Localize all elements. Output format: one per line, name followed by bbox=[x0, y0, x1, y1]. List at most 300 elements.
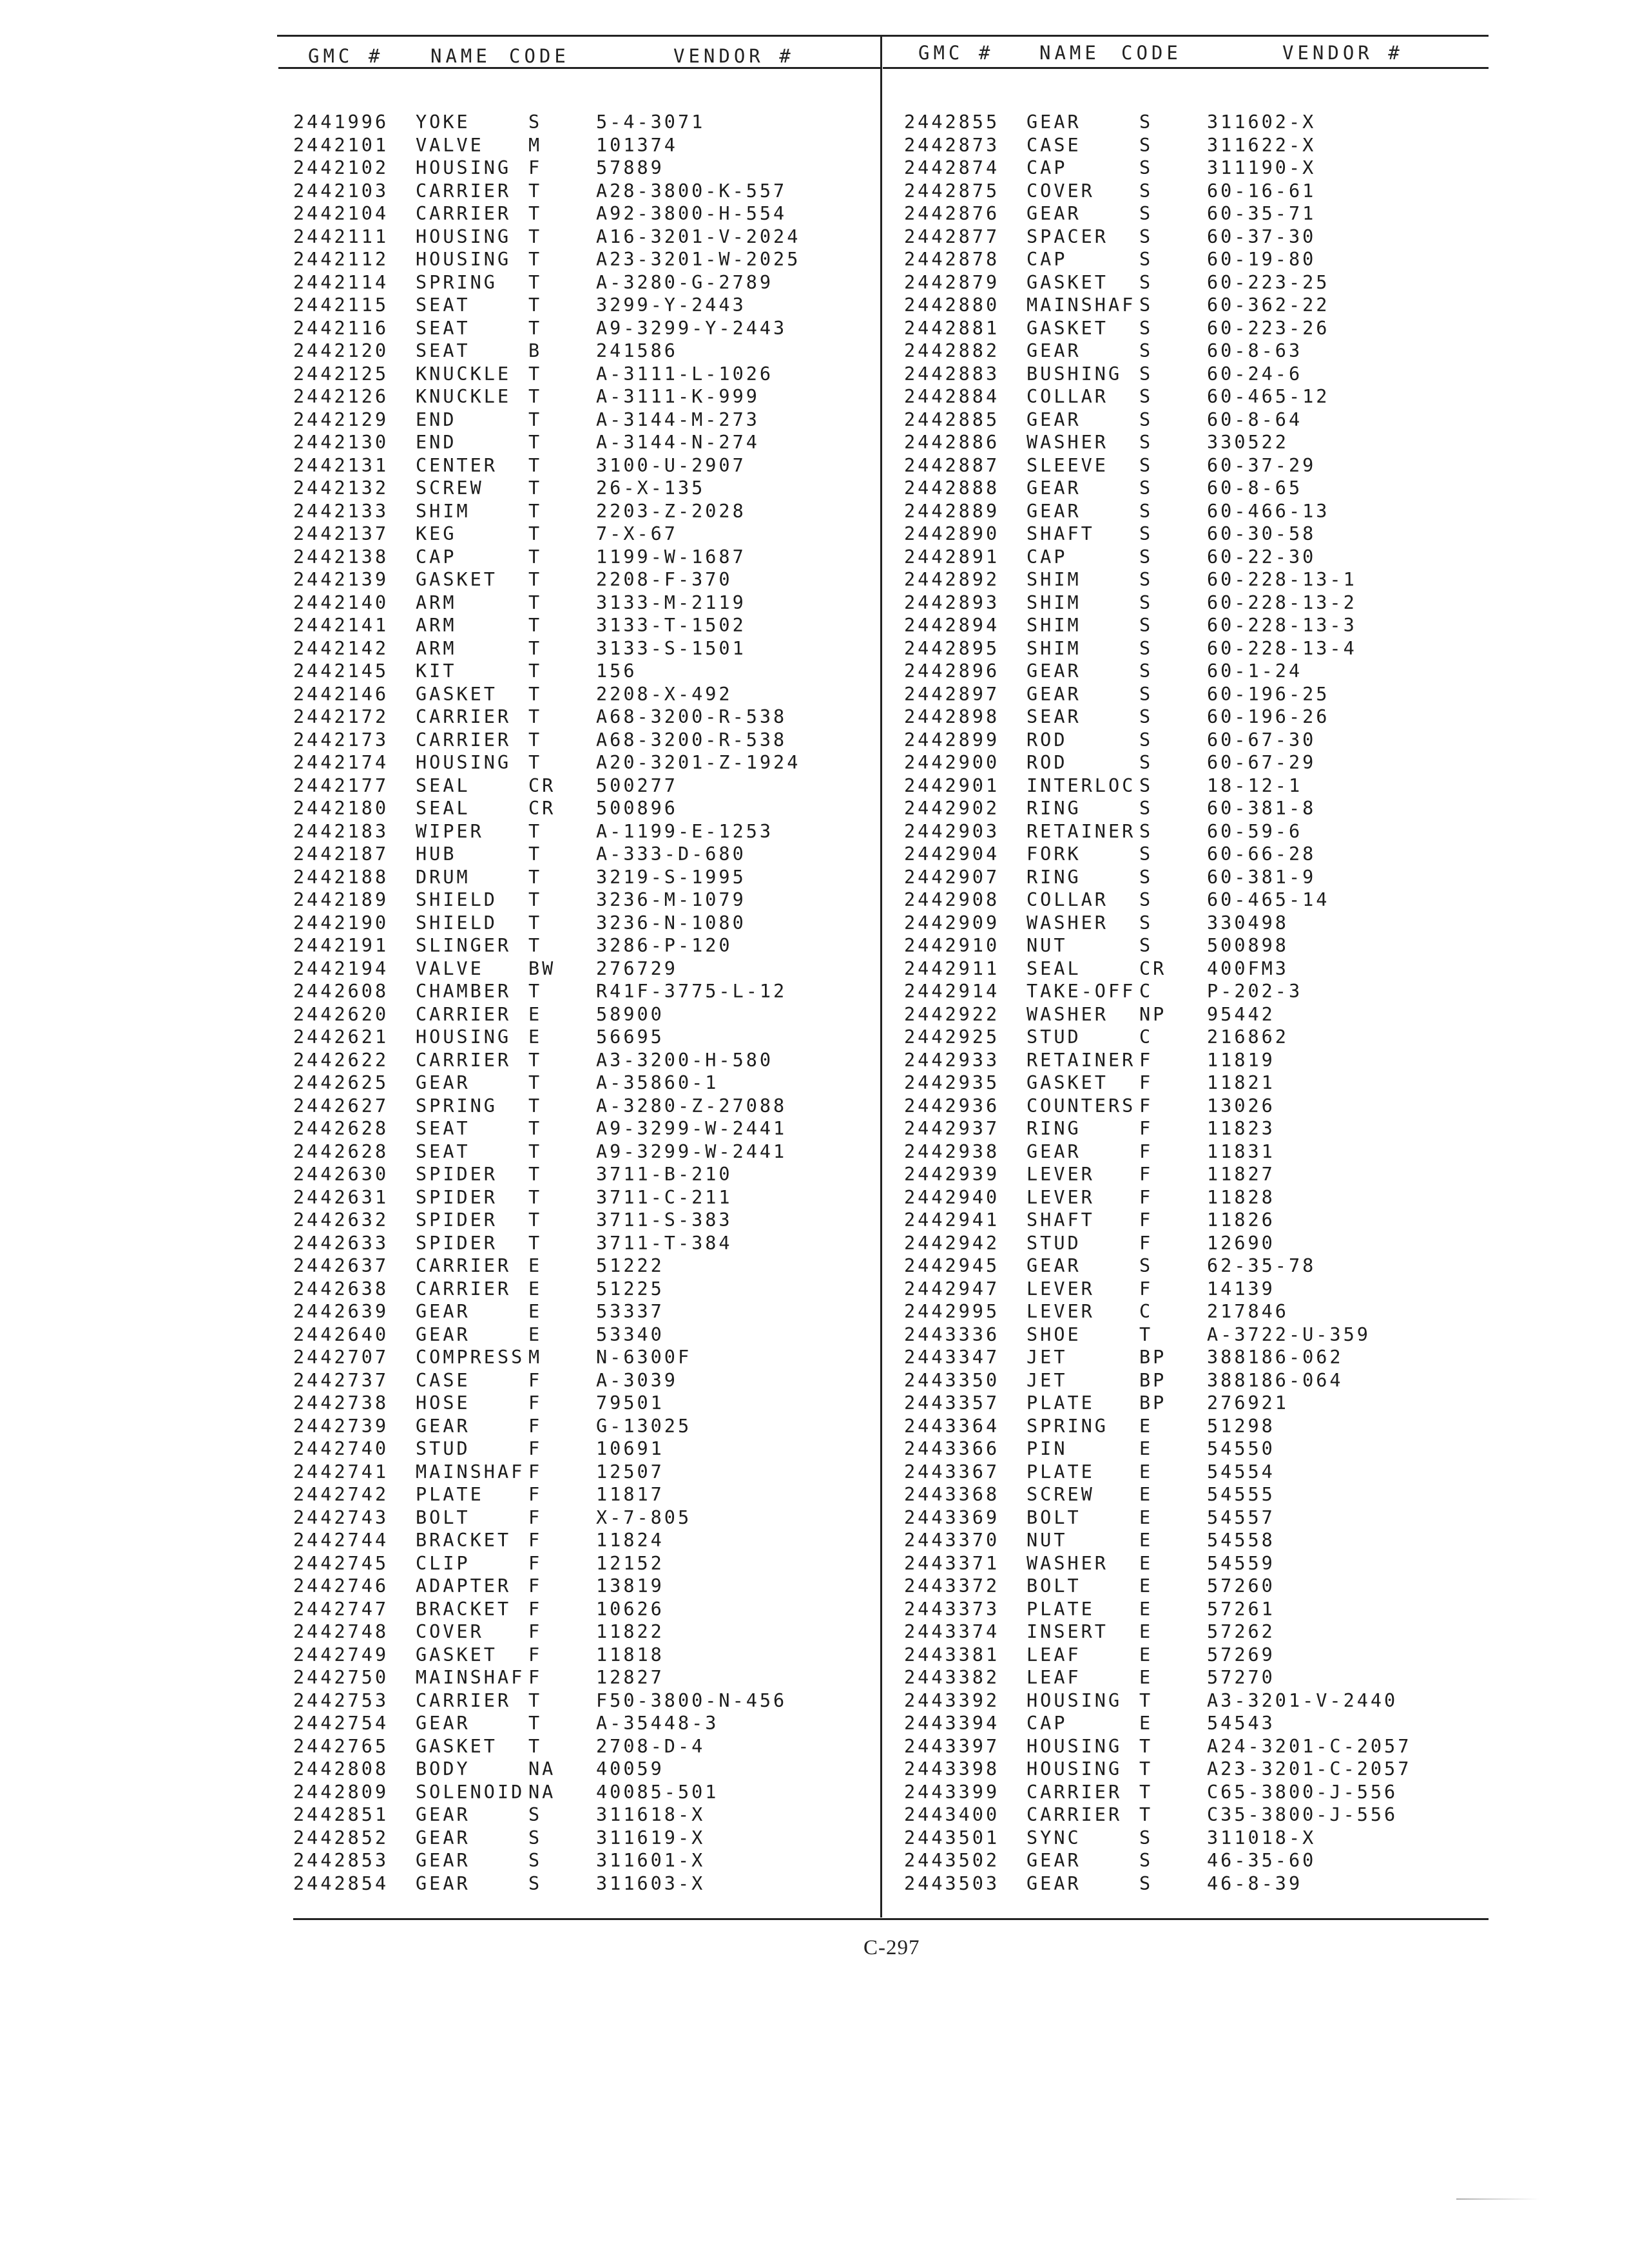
gmc-number: 2443502 bbox=[904, 1850, 1000, 1871]
vendor-number: 500898 bbox=[1207, 935, 1289, 956]
gmc-number: 2442189 bbox=[293, 889, 389, 910]
vendor-code: S bbox=[1139, 180, 1153, 202]
vendor-code: F bbox=[1139, 1232, 1153, 1254]
gmc-number: 2442130 bbox=[293, 432, 389, 453]
vendor-number: 330522 bbox=[1207, 432, 1289, 453]
vendor-code: T bbox=[528, 1713, 543, 1734]
vendor-number: 3711-T-384 bbox=[596, 1232, 733, 1254]
vendor-code: S bbox=[1139, 523, 1153, 544]
part-name: KNUCKLE bbox=[416, 363, 512, 385]
gmc-number: 2443397 bbox=[904, 1735, 1000, 1757]
gmc-number: 2442935 bbox=[904, 1072, 1000, 1093]
vendor-number: 40085-501 bbox=[596, 1781, 719, 1803]
vendor-number: 3711-S-383 bbox=[596, 1209, 733, 1231]
gmc-number: 2442743 bbox=[293, 1506, 389, 1528]
gmc-number: 2442898 bbox=[904, 706, 1000, 727]
vendor-number: 11824 bbox=[596, 1530, 664, 1551]
part-name: SHIM bbox=[1027, 569, 1081, 590]
gmc-number: 2442622 bbox=[293, 1049, 389, 1071]
gmc-number: 2442901 bbox=[904, 774, 1000, 796]
part-name: GASKET bbox=[1027, 1072, 1108, 1093]
part-name: BUSHING bbox=[1027, 363, 1123, 385]
vendor-code: S bbox=[528, 111, 543, 133]
vendor-code: T bbox=[528, 683, 543, 705]
part-name: GEAR bbox=[416, 1872, 470, 1894]
gmc-number: 2442747 bbox=[293, 1598, 389, 1620]
part-name: WASHER bbox=[1027, 912, 1108, 934]
vendor-code: E bbox=[1139, 1621, 1153, 1642]
gmc-number: 2442947 bbox=[904, 1278, 1000, 1300]
gmc-number: 2442900 bbox=[904, 752, 1000, 773]
gmc-number: 2442191 bbox=[293, 935, 389, 956]
part-name: VALVE bbox=[416, 134, 484, 156]
vendor-code: E bbox=[1139, 1484, 1153, 1505]
gmc-number: 2442620 bbox=[293, 1003, 389, 1025]
vendor-code: F bbox=[528, 1598, 543, 1620]
vendor-number: 57269 bbox=[1207, 1644, 1275, 1666]
vendor-code: S bbox=[1139, 1827, 1153, 1849]
gmc-number: 2442945 bbox=[904, 1255, 1000, 1276]
vendor-code: S bbox=[1139, 615, 1153, 636]
vendor-code: S bbox=[1139, 774, 1153, 796]
vendor-code: T bbox=[528, 1186, 543, 1208]
part-name: GEAR bbox=[1027, 477, 1081, 499]
vendor-number: 54559 bbox=[1207, 1552, 1275, 1574]
part-name: RING bbox=[1027, 866, 1081, 888]
vendor-code: T bbox=[528, 637, 543, 659]
gmc-number: 2442638 bbox=[293, 1278, 389, 1300]
vendor-code: S bbox=[1139, 912, 1153, 934]
vendor-number: 58900 bbox=[596, 1003, 664, 1025]
gmc-number: 2442904 bbox=[904, 843, 1000, 865]
part-name: RING bbox=[1027, 1118, 1081, 1139]
vendor-number: 217846 bbox=[1207, 1301, 1289, 1322]
vendor-code: F bbox=[528, 1621, 543, 1642]
vendor-number: R41F-3775-L-12 bbox=[596, 981, 787, 1002]
part-name: HOSE bbox=[416, 1392, 470, 1414]
vendor-number: 40059 bbox=[596, 1758, 664, 1780]
vendor-code: M bbox=[528, 1347, 543, 1368]
part-name: SEAL bbox=[1027, 957, 1081, 979]
vendor-code: S bbox=[1139, 203, 1153, 224]
vendor-number: A68-3200-R-538 bbox=[596, 706, 787, 727]
scan-artifact bbox=[1456, 2198, 1540, 2200]
gmc-number: 2442141 bbox=[293, 615, 389, 636]
vendor-number: 60-19-80 bbox=[1207, 249, 1316, 270]
gmc-number: 2442903 bbox=[904, 820, 1000, 842]
vendor-number: 311622-X bbox=[1207, 134, 1316, 156]
vendor-number: 11817 bbox=[596, 1484, 664, 1505]
vendor-number: 60-362-22 bbox=[1207, 294, 1330, 316]
part-name: BOLT bbox=[416, 1506, 470, 1528]
part-name: PLATE bbox=[1027, 1598, 1095, 1620]
gmc-number: 2442190 bbox=[293, 912, 389, 934]
vendor-code: E bbox=[528, 1323, 543, 1345]
gmc-number: 2442897 bbox=[904, 683, 1000, 705]
gmc-number: 2442936 bbox=[904, 1095, 1000, 1117]
vendor-code: NA bbox=[528, 1781, 556, 1803]
part-name: GEAR bbox=[1027, 1255, 1081, 1276]
gmc-number: 2442745 bbox=[293, 1552, 389, 1574]
part-name: GASKET bbox=[416, 569, 497, 590]
bottom-rule bbox=[293, 1918, 1489, 1920]
part-name: ARM bbox=[416, 615, 457, 636]
part-name: CASE bbox=[416, 1369, 470, 1391]
gmc-number: 2441996 bbox=[293, 111, 389, 133]
vendor-number: 18-12-1 bbox=[1207, 774, 1303, 796]
vendor-code: T bbox=[528, 569, 543, 590]
vendor-number: 11821 bbox=[1207, 1072, 1275, 1093]
part-name: INTERLOC bbox=[1027, 774, 1136, 796]
gmc-number: 2442889 bbox=[904, 500, 1000, 522]
part-name: SHOE bbox=[1027, 1323, 1081, 1345]
vendor-number: A-35448-3 bbox=[596, 1713, 719, 1734]
part-name: GEAR bbox=[416, 1827, 470, 1849]
vendor-number: 54555 bbox=[1207, 1484, 1275, 1505]
gmc-number: 2442881 bbox=[904, 317, 1000, 339]
vendor-number: 51298 bbox=[1207, 1415, 1275, 1437]
part-name: SPRING bbox=[416, 1095, 497, 1117]
vendor-number: 311018-X bbox=[1207, 1827, 1316, 1849]
vendor-code: S bbox=[1139, 752, 1153, 773]
part-name: WASHER bbox=[1027, 1003, 1108, 1025]
vendor-code: F bbox=[528, 1667, 543, 1688]
vendor-code: F bbox=[1139, 1118, 1153, 1139]
vendor-number: 60-59-6 bbox=[1207, 820, 1303, 842]
header-vendor: VENDOR # bbox=[673, 45, 795, 67]
part-name: KEG bbox=[416, 523, 457, 544]
gmc-number: 2442187 bbox=[293, 843, 389, 865]
gmc-number: 2442853 bbox=[293, 1850, 389, 1871]
vendor-number: A3-3200-H-580 bbox=[596, 1049, 774, 1071]
gmc-number: 2442102 bbox=[293, 157, 389, 178]
gmc-number: 2442138 bbox=[293, 546, 389, 568]
gmc-number: 2442738 bbox=[293, 1392, 389, 1414]
part-name: ARM bbox=[416, 591, 457, 613]
part-name: SEAT bbox=[416, 1140, 470, 1162]
vendor-number: 57889 bbox=[596, 157, 664, 178]
gmc-number: 2442879 bbox=[904, 271, 1000, 293]
vendor-number: 60-228-13-3 bbox=[1207, 615, 1357, 636]
vendor-number: 5-4-3071 bbox=[596, 111, 706, 133]
vendor-code: T bbox=[528, 294, 543, 316]
gmc-number: 2442621 bbox=[293, 1026, 389, 1048]
part-name: GEAR bbox=[416, 1713, 470, 1734]
vendor-code: S bbox=[1139, 111, 1153, 133]
vendor-number: 2203-Z-2028 bbox=[596, 500, 746, 522]
gmc-number: 2442884 bbox=[904, 386, 1000, 407]
gmc-number: 2442874 bbox=[904, 157, 1000, 178]
vendor-number: A-333-D-680 bbox=[596, 843, 746, 865]
part-name: CAP bbox=[416, 546, 457, 568]
gmc-number: 2442753 bbox=[293, 1689, 389, 1711]
vendor-number: 156 bbox=[596, 660, 637, 682]
gmc-number: 2443367 bbox=[904, 1461, 1000, 1483]
vendor-code: C bbox=[1139, 981, 1153, 1002]
gmc-number: 2442194 bbox=[293, 957, 389, 979]
part-name: GEAR bbox=[1027, 660, 1081, 682]
vendor-code: T bbox=[528, 1049, 543, 1071]
vendor-code: S bbox=[1139, 271, 1153, 293]
vendor-code: E bbox=[528, 1301, 543, 1322]
vendor-number: 60-465-14 bbox=[1207, 889, 1330, 910]
vendor-number: 311603-X bbox=[596, 1872, 706, 1894]
gmc-number: 2442132 bbox=[293, 477, 389, 499]
part-name: COVER bbox=[416, 1621, 484, 1642]
vendor-code: F bbox=[528, 1484, 543, 1505]
vendor-number: 60-228-13-2 bbox=[1207, 591, 1357, 613]
vendor-number: 7-X-67 bbox=[596, 523, 678, 544]
vendor-code: F bbox=[1139, 1209, 1153, 1231]
part-name: GEAR bbox=[416, 1804, 470, 1825]
vendor-code: T bbox=[528, 981, 543, 1002]
part-name: BRACKET bbox=[416, 1530, 512, 1551]
gmc-number: 2442942 bbox=[904, 1232, 1000, 1254]
gmc-number: 2443374 bbox=[904, 1621, 1000, 1642]
vendor-number: 57261 bbox=[1207, 1598, 1275, 1620]
vendor-code: T bbox=[528, 729, 543, 751]
gmc-number: 2442896 bbox=[904, 660, 1000, 682]
gmc-number: 2442878 bbox=[904, 249, 1000, 270]
vendor-code: T bbox=[528, 203, 543, 224]
vendor-number: A92-3800-H-554 bbox=[596, 203, 787, 224]
gmc-number: 2442908 bbox=[904, 889, 1000, 910]
vendor-number: 11828 bbox=[1207, 1186, 1275, 1208]
part-name: HOUSING bbox=[1027, 1689, 1123, 1711]
vendor-code: S bbox=[528, 1872, 543, 1894]
vendor-number: 54558 bbox=[1207, 1530, 1275, 1551]
gmc-number: 2442925 bbox=[904, 1026, 1000, 1048]
vendor-code: T bbox=[528, 591, 543, 613]
part-name: WASHER bbox=[1027, 1552, 1108, 1574]
gmc-number: 2442854 bbox=[293, 1872, 389, 1894]
vendor-code: E bbox=[528, 1278, 543, 1300]
part-name: GEAR bbox=[416, 1323, 470, 1345]
part-name: SHIELD bbox=[416, 889, 497, 910]
vendor-code: S bbox=[1139, 294, 1153, 316]
gmc-number: 2442744 bbox=[293, 1530, 389, 1551]
part-name: SPIDER bbox=[416, 1232, 497, 1254]
vendor-code: F bbox=[1139, 1140, 1153, 1162]
vendor-code: S bbox=[1139, 637, 1153, 659]
vendor-code: E bbox=[1139, 1438, 1153, 1459]
gmc-number: 2442741 bbox=[293, 1461, 389, 1483]
gmc-number: 2442114 bbox=[293, 271, 389, 293]
gmc-number: 2443357 bbox=[904, 1392, 1000, 1414]
gmc-number: 2442875 bbox=[904, 180, 1000, 202]
gmc-number: 2442116 bbox=[293, 317, 389, 339]
part-name: SHIM bbox=[1027, 637, 1081, 659]
part-name: GEAR bbox=[1027, 203, 1081, 224]
vendor-code: CR bbox=[1139, 957, 1167, 979]
gmc-number: 2442188 bbox=[293, 866, 389, 888]
vendor-number: 3711-C-211 bbox=[596, 1186, 733, 1208]
vendor-code: T bbox=[528, 706, 543, 727]
vendor-number: 3133-S-1501 bbox=[596, 637, 746, 659]
part-name: RETAINER bbox=[1027, 1049, 1136, 1071]
gmc-number: 2442101 bbox=[293, 134, 389, 156]
gmc-number: 2442933 bbox=[904, 1049, 1000, 1071]
vendor-number: 13819 bbox=[596, 1575, 664, 1597]
vendor-number: 54554 bbox=[1207, 1461, 1275, 1483]
part-name: SPRING bbox=[416, 271, 497, 293]
part-name: GEAR bbox=[1027, 111, 1081, 133]
part-name: SEAT bbox=[416, 1118, 470, 1139]
vendor-number: 60-381-8 bbox=[1207, 798, 1316, 819]
gmc-number: 2442749 bbox=[293, 1644, 389, 1666]
part-name: WASHER bbox=[1027, 432, 1108, 453]
vendor-number: 60-22-30 bbox=[1207, 546, 1316, 568]
vendor-code: F bbox=[528, 1369, 543, 1391]
part-name: SHIELD bbox=[416, 912, 497, 934]
vendor-code: S bbox=[1139, 889, 1153, 910]
gmc-number: 2443503 bbox=[904, 1872, 1000, 1894]
vendor-number: 276921 bbox=[1207, 1392, 1289, 1414]
gmc-number: 2443364 bbox=[904, 1415, 1000, 1437]
vendor-number: 3219-S-1995 bbox=[596, 866, 746, 888]
vendor-code: CR bbox=[528, 774, 556, 796]
vendor-code: E bbox=[528, 1003, 543, 1025]
gmc-number: 2442145 bbox=[293, 660, 389, 682]
vendor-number: 3236-M-1079 bbox=[596, 889, 746, 910]
vendor-number: 54543 bbox=[1207, 1713, 1275, 1734]
gmc-number: 2442748 bbox=[293, 1621, 389, 1642]
gmc-number: 2442939 bbox=[904, 1164, 1000, 1185]
gmc-number: 2442995 bbox=[904, 1301, 1000, 1322]
part-name: CARRIER bbox=[416, 1255, 512, 1276]
vendor-number: 46-8-39 bbox=[1207, 1872, 1303, 1894]
vendor-code: T bbox=[528, 866, 543, 888]
part-name: PLATE bbox=[1027, 1392, 1095, 1414]
vendor-number: A16-3201-V-2024 bbox=[596, 226, 801, 247]
part-name: HUB bbox=[416, 843, 457, 865]
gmc-number: 2442851 bbox=[293, 1804, 389, 1825]
vendor-number: 276729 bbox=[596, 957, 678, 979]
vendor-code: T bbox=[528, 386, 543, 407]
vendor-number: 60-223-25 bbox=[1207, 271, 1330, 293]
header-gmc: GMC # bbox=[308, 45, 384, 67]
part-name: RING bbox=[1027, 798, 1081, 819]
vendor-number: 3100-U-2907 bbox=[596, 454, 746, 476]
part-name: SCREW bbox=[1027, 1484, 1095, 1505]
vendor-code: E bbox=[1139, 1552, 1153, 1574]
gmc-number: 2443394 bbox=[904, 1713, 1000, 1734]
vendor-number: 79501 bbox=[596, 1392, 664, 1414]
gmc-number: 2442126 bbox=[293, 386, 389, 407]
part-name: CARRIER bbox=[1027, 1781, 1123, 1803]
part-name: INSERT bbox=[1027, 1621, 1108, 1642]
vendor-code: T bbox=[528, 1689, 543, 1711]
part-name: CHAMBER bbox=[416, 981, 512, 1002]
gmc-number: 2443369 bbox=[904, 1506, 1000, 1528]
vendor-code: S bbox=[1139, 660, 1153, 682]
vendor-code: T bbox=[528, 523, 543, 544]
vendor-code: S bbox=[1139, 500, 1153, 522]
part-name: CARRIER bbox=[416, 1049, 512, 1071]
vendor-number: 54557 bbox=[1207, 1506, 1275, 1528]
gmc-number: 2443501 bbox=[904, 1827, 1000, 1849]
vendor-number: 3286-P-120 bbox=[596, 935, 733, 956]
part-name: HOUSING bbox=[416, 1026, 512, 1048]
part-name: SCREW bbox=[416, 477, 484, 499]
vendor-number: A68-3200-R-538 bbox=[596, 729, 787, 751]
part-name: SEAR bbox=[1027, 706, 1081, 727]
part-name: CARRIER bbox=[416, 1278, 512, 1300]
gmc-number: 2442938 bbox=[904, 1140, 1000, 1162]
gmc-number: 2442180 bbox=[293, 798, 389, 819]
part-name: SEAL bbox=[416, 798, 470, 819]
gmc-number: 2442142 bbox=[293, 637, 389, 659]
vendor-number: X-7-805 bbox=[596, 1506, 692, 1528]
part-name: HOUSING bbox=[416, 226, 512, 247]
vendor-code: S bbox=[1139, 454, 1153, 476]
gmc-number: 2443370 bbox=[904, 1530, 1000, 1551]
vendor-number: A28-3800-K-557 bbox=[596, 180, 787, 202]
gmc-number: 2442809 bbox=[293, 1781, 389, 1803]
vendor-code: S bbox=[1139, 866, 1153, 888]
gmc-number: 2442628 bbox=[293, 1118, 389, 1139]
part-name: SEAL bbox=[416, 774, 470, 796]
vendor-code: T bbox=[528, 1072, 543, 1093]
vendor-code: T bbox=[528, 249, 543, 270]
vendor-number: P-202-3 bbox=[1207, 981, 1303, 1002]
part-name: SHIM bbox=[1027, 591, 1081, 613]
gmc-number: 2442892 bbox=[904, 569, 1000, 590]
part-name: CARRIER bbox=[1027, 1804, 1123, 1825]
vendor-code: E bbox=[528, 1255, 543, 1276]
vendor-code: F bbox=[528, 1552, 543, 1574]
vendor-number: 3133-T-1502 bbox=[596, 615, 746, 636]
part-name: SPIDER bbox=[416, 1186, 497, 1208]
part-name: SPRING bbox=[1027, 1415, 1108, 1437]
vendor-number: 388186-064 bbox=[1207, 1369, 1344, 1391]
part-name: SOLENOID bbox=[416, 1781, 525, 1803]
part-name: HOUSING bbox=[416, 249, 512, 270]
part-name: PIN bbox=[1027, 1438, 1068, 1459]
part-name: GEAR bbox=[416, 1850, 470, 1871]
part-name: SHIM bbox=[1027, 615, 1081, 636]
vendor-number: 11827 bbox=[1207, 1164, 1275, 1185]
vendor-code: F bbox=[1139, 1095, 1153, 1117]
vendor-number: 60-465-12 bbox=[1207, 386, 1330, 407]
vendor-number: A-3111-L-1026 bbox=[596, 363, 774, 385]
part-name: SHIM bbox=[416, 500, 470, 522]
vendor-code: S bbox=[1139, 363, 1153, 385]
vendor-number: 11818 bbox=[596, 1644, 664, 1666]
gmc-number: 2442104 bbox=[293, 203, 389, 224]
gmc-number: 2443392 bbox=[904, 1689, 1000, 1711]
part-name: KIT bbox=[416, 660, 457, 682]
vendor-code: T bbox=[528, 432, 543, 453]
vendor-code: S bbox=[1139, 1850, 1153, 1871]
vendor-code: F bbox=[1139, 1072, 1153, 1093]
vendor-number: 3711-B-210 bbox=[596, 1164, 733, 1185]
vendor-number: 10626 bbox=[596, 1598, 664, 1620]
gmc-number: 2442739 bbox=[293, 1415, 389, 1437]
vendor-number: 60-24-6 bbox=[1207, 363, 1303, 385]
part-name: GEAR bbox=[1027, 408, 1081, 430]
part-name: SYNC bbox=[1027, 1827, 1081, 1849]
vendor-code: NP bbox=[1139, 1003, 1167, 1025]
vendor-code: S bbox=[1139, 432, 1153, 453]
part-name: LEAF bbox=[1027, 1667, 1081, 1688]
vendor-number: A23-3201-C-2057 bbox=[1207, 1758, 1412, 1780]
gmc-number: 2442183 bbox=[293, 820, 389, 842]
part-name: NUT bbox=[1027, 935, 1068, 956]
part-name: CAP bbox=[1027, 249, 1068, 270]
gmc-number: 2442625 bbox=[293, 1072, 389, 1093]
part-name: SHAFT bbox=[1027, 523, 1095, 544]
